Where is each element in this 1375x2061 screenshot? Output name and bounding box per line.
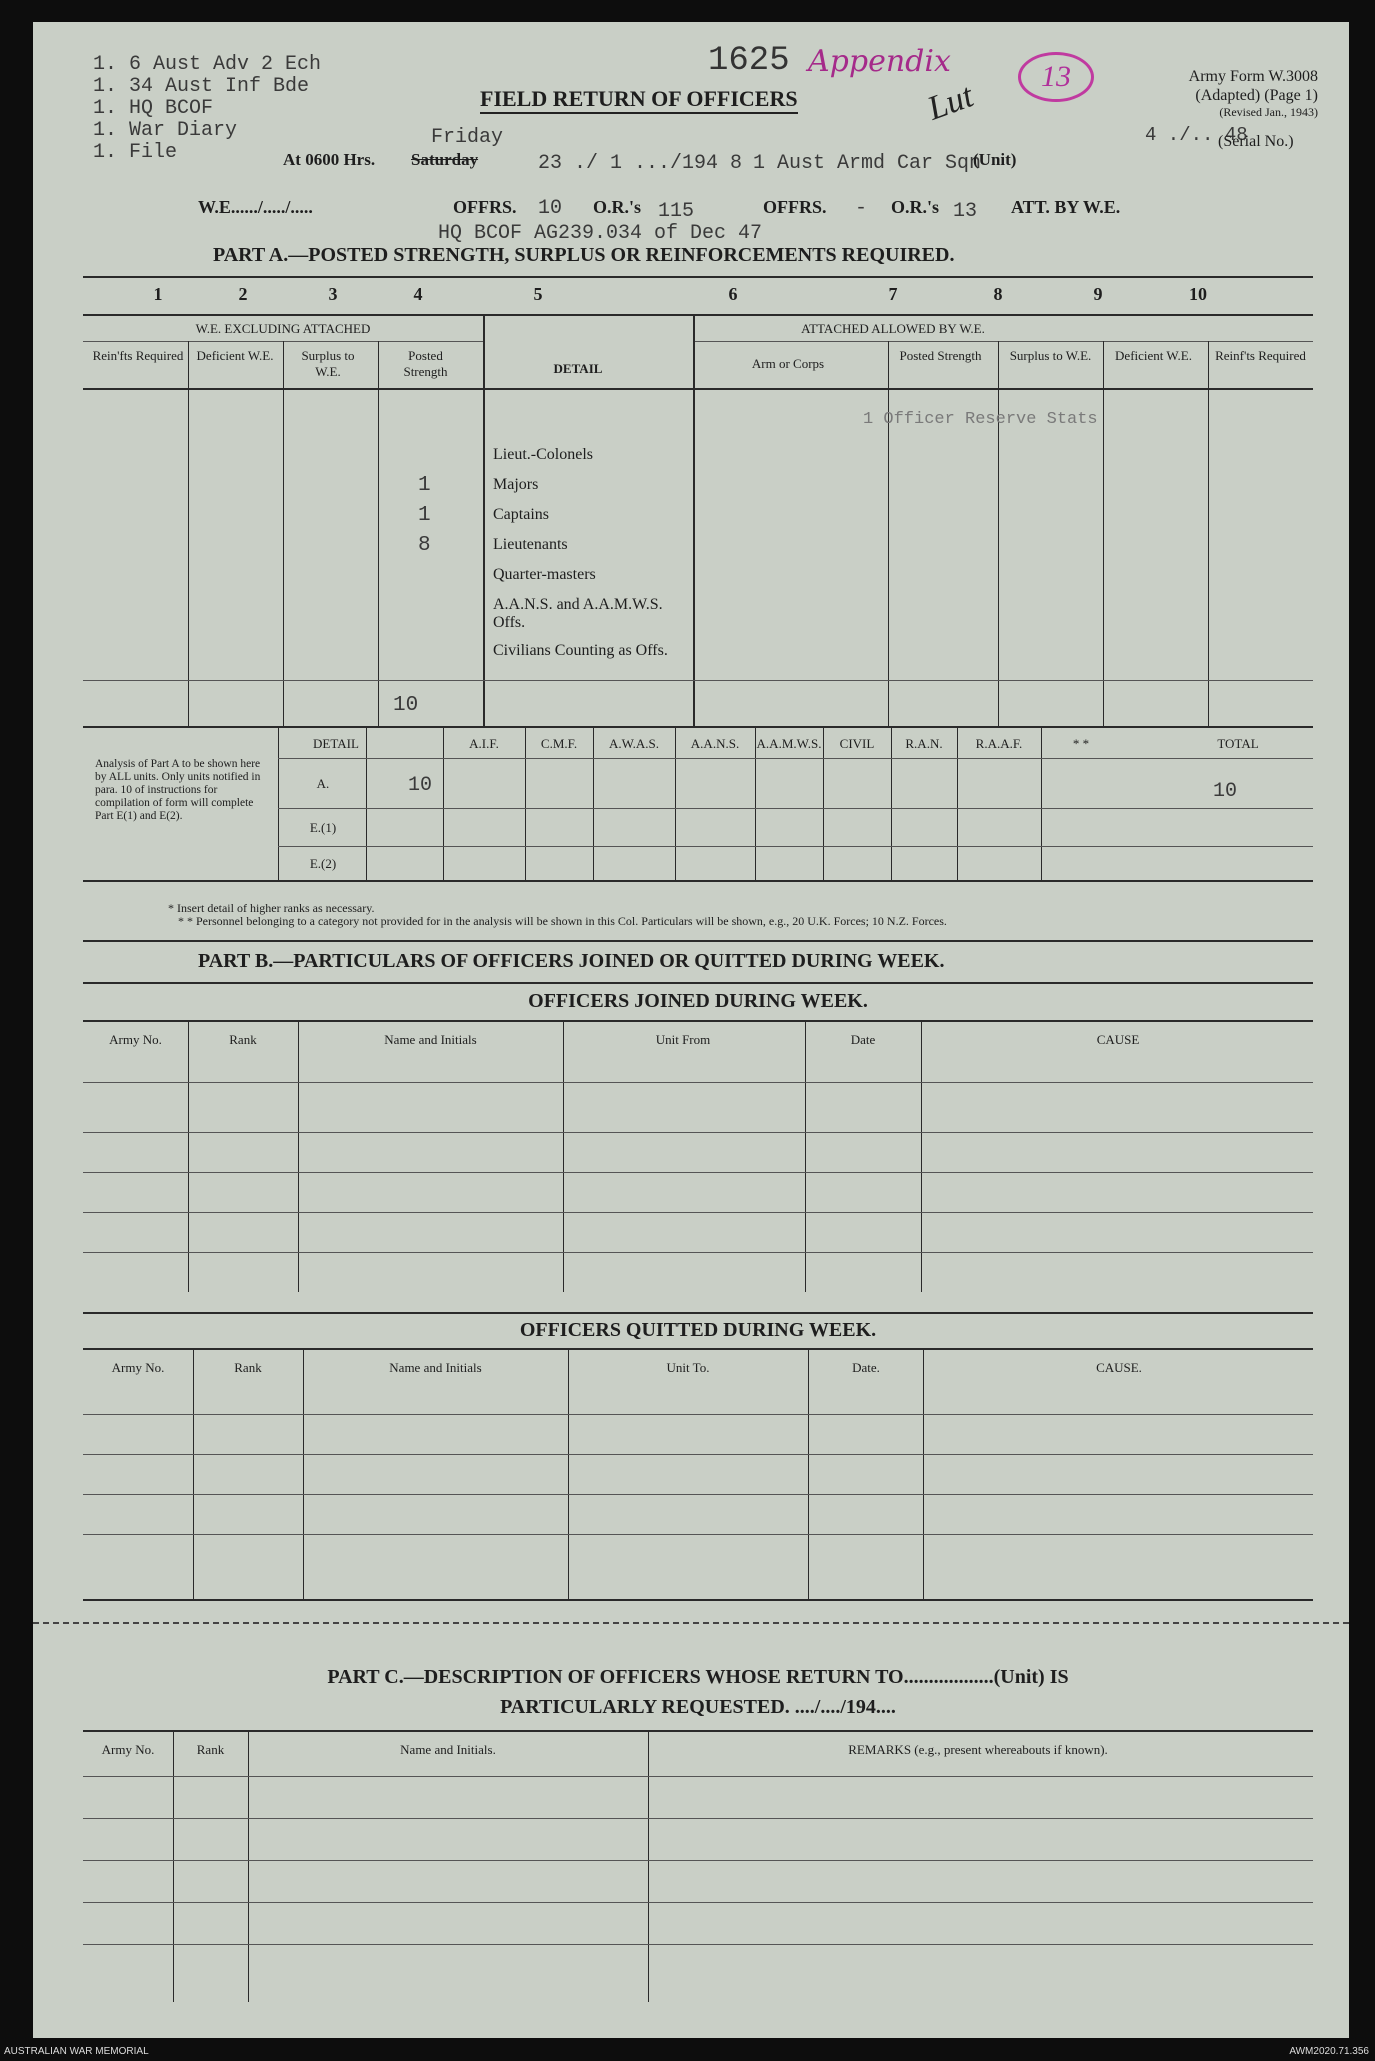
joined-col: Rank <box>229 1032 257 1047</box>
group-right-label: ATTACHED ALLOWED BY W.E. <box>801 321 985 336</box>
quitted-col: Rank <box>234 1360 262 1375</box>
rank-item: Captains <box>493 506 549 523</box>
col-number: 6 <box>728 284 738 304</box>
col-header: Deficient W.E. <box>196 348 274 363</box>
joined-col: Date <box>850 1032 876 1047</box>
part-c-col: Name and Initials. <box>400 1742 496 1757</box>
day-printed: Saturday <box>411 150 479 169</box>
joined-col: Army No. <box>109 1032 162 1047</box>
distribution-line: 1. HQ BCOF <box>93 97 214 120</box>
quitted-col: Army No. <box>111 1360 165 1375</box>
posted-value: 8 <box>418 534 431 557</box>
col-number: 10 <box>1189 284 1207 304</box>
time-label: At 0600 Hrs. <box>283 150 376 169</box>
footer-source: AUSTRALIAN WAR MEMORIAL <box>4 2046 149 2057</box>
rank-item: Civilians Counting as Offs. <box>493 642 668 659</box>
quitted-heading: OFFICERS QUITTED DURING WEEK. <box>519 1319 877 1341</box>
form-sheet <box>33 22 1349 2038</box>
part-b-heading: PART B.—PARTICULARS OF OFFICERS JOINED OR QUITTED DURING WEEK. <box>198 950 945 972</box>
rank-item: Quarter-masters <box>493 566 596 583</box>
analysis-a-total: 10 <box>1213 780 1238 803</box>
analysis-header: R.A.N. <box>905 736 943 751</box>
col-number: 4 <box>413 284 423 304</box>
posted-value <box>418 444 458 474</box>
authority-ref: HQ BCOF AG239.034 of Dec 47 <box>438 222 763 245</box>
analysis-a-value: 10 <box>408 774 433 797</box>
distribution-line: 1. 34 Aust Inf Bde <box>93 75 310 98</box>
unit-typed: 1 Aust Armd Car Sqn <box>753 152 982 175</box>
part-c-col: Rank <box>196 1742 225 1757</box>
offrs-label: OFFRS. <box>453 197 517 217</box>
quitted-col: Date. <box>852 1360 880 1375</box>
archive-footer <box>0 2043 1375 2061</box>
col-header-detail: DETAIL <box>553 361 603 376</box>
appendix-number-circle <box>1018 52 1094 102</box>
part-a-heading: PART A.—POSTED STRENGTH, SURPLUS OR REINFORCEMENTS REQUIRED. <box>213 244 955 266</box>
part-c-heading-line: PARTICULARLY REQUESTED. ..../..../194.... <box>500 1696 896 1718</box>
analysis-header: A.A.M.W.S. <box>756 736 822 751</box>
unit-label: (Unit) <box>973 150 1017 169</box>
analysis-header: C.M.F. <box>540 736 578 751</box>
adapted-label: (Adapted) (Page 1) <box>1195 87 1318 104</box>
analysis-header: A.A.N.S. <box>690 736 740 751</box>
offrs-value: 10 <box>538 197 563 220</box>
col-header: Posted Strength <box>899 348 982 363</box>
col-number: 2 <box>238 284 248 304</box>
analysis-header: TOTAL <box>1217 736 1259 751</box>
analysis-row-label: E.(1) <box>309 820 337 835</box>
tear-line <box>33 1622 1349 1624</box>
serial-label: (Serial No.) <box>1218 133 1294 150</box>
analysis-detail-label: DETAIL <box>313 736 359 751</box>
part-c-heading <box>83 1662 1313 1722</box>
footer-id: AWM2020.71.356 <box>1289 2046 1369 2057</box>
col-number: 8 <box>993 284 1003 304</box>
analysis-note: Analysis of Part A to be shown here by ALL units. Only units notified in para. 10 of instructions for compilation of form will complete Part E(1) and E(2). <box>95 758 261 822</box>
army-form-number: Army Form W.3008 <box>1188 68 1318 85</box>
day-typed: Friday <box>431 126 504 149</box>
appendix-number: 13 <box>1041 60 1071 93</box>
analysis-header: * * <box>1072 736 1090 751</box>
part-c-col: REMARKS (e.g., present whereabouts if known). <box>848 1742 1108 1757</box>
analysis-row-label: E.(2) <box>309 856 337 871</box>
rank-list <box>493 446 693 682</box>
distribution-line: 1. War Diary <box>93 119 238 142</box>
quitted-table <box>83 1350 1313 1600</box>
col-header: Posted Strength <box>403 348 448 379</box>
army-form-block <box>1093 67 1318 119</box>
posted-total: 10 <box>393 694 419 717</box>
att-label: ATT. BY W.E. <box>1011 197 1121 217</box>
col-header: Rein'fts Required <box>92 348 184 363</box>
joined-heading: OFFICERS JOINED DURING WEEK. <box>528 990 868 1012</box>
rank-item: A.A.N.S. and A.A.M.W.S. Offs. <box>493 596 663 631</box>
offrs2-label: OFFRS. <box>763 197 827 217</box>
attached-note: 1 Officer Reserve Stats <box>863 410 1098 429</box>
form-title: FIELD RETURN OF OFFICERS <box>480 86 798 114</box>
revised-label: (Revised Jan., 1943) <box>1219 105 1318 119</box>
we-line: W.E....../...../..... <box>198 197 313 217</box>
posted-value: 1 <box>418 504 431 527</box>
joined-col: Unit From <box>655 1032 711 1047</box>
col-number: 7 <box>888 284 898 304</box>
handwritten-appendix: Appendix <box>808 44 951 79</box>
analysis-header: R.A.A.F. <box>975 736 1023 751</box>
col-header: Surplus to W.E. <box>301 348 355 379</box>
col-number: 1 <box>153 284 163 304</box>
joined-table <box>83 1022 1313 1292</box>
col-number: 5 <box>533 284 543 304</box>
col-header: Arm or Corps <box>751 356 825 371</box>
analysis-footnotes <box>168 902 1318 928</box>
ors-value: 115 <box>658 200 695 223</box>
col-header: Reinf'ts Required <box>1215 348 1306 363</box>
offrs2-value: - <box>855 197 868 220</box>
part-a-table <box>83 316 1313 726</box>
quitted-col: Name and Initials <box>389 1360 482 1375</box>
distribution-list <box>93 54 321 164</box>
col-number: 3 <box>328 284 338 304</box>
posted-strength-list <box>418 444 458 564</box>
col-number: 9 <box>1093 284 1103 304</box>
col-header: Surplus to W.E. <box>1009 348 1092 363</box>
analysis-row-label: A. <box>316 776 330 791</box>
footnote: * * Personnel belonging to a category not provided for in the analysis will be shown in this Col. Particulars will be shown, e.g., 20 U.K. Forces; 10 N.Z. Forces. <box>178 914 947 928</box>
ors2-value: 13 <box>953 200 978 223</box>
ors-label: O.R.'s <box>593 197 642 217</box>
part-c-table <box>83 1732 1313 2002</box>
footnote: * Insert detail of higher ranks as necessary. <box>168 901 375 915</box>
col-header: Deficient W.E. <box>1115 348 1192 363</box>
rank-item: Majors <box>493 476 539 493</box>
quitted-col: Unit To. <box>666 1360 710 1375</box>
date-value: 23 ./ 1 .../194 8 <box>538 152 743 175</box>
distribution-line: 1. 6 Aust Adv 2 Ech <box>93 53 322 76</box>
signature: Lut <box>922 77 979 128</box>
part-c-heading-line: PART C.—DESCRIPTION OF OFFICERS WHOSE RETURN TO..................(Unit) IS <box>327 1666 1069 1688</box>
group-left-label: W.E. EXCLUDING ATTACHED <box>195 321 371 336</box>
rank-item: Lieut.-Colonels <box>493 446 593 463</box>
ors2-label: O.R.'s <box>891 197 940 217</box>
distribution-line: 1. File <box>93 141 178 164</box>
serial-value: 4 ./.. 48 <box>1145 124 1248 146</box>
analysis-header: A.I.F. <box>469 736 499 751</box>
reference-number: 1625 <box>708 42 790 80</box>
analysis-section <box>83 728 1313 880</box>
analysis-header: A.W.A.S. <box>608 736 660 751</box>
column-number-row <box>83 284 1313 308</box>
quitted-col: CAUSE. <box>1096 1360 1142 1375</box>
part-c-col: Army No. <box>101 1742 155 1757</box>
joined-col: CAUSE <box>1096 1032 1140 1047</box>
rank-item: Lieutenants <box>493 536 568 553</box>
posted-value: 1 <box>418 474 431 497</box>
joined-col: Name and Initials <box>384 1032 477 1047</box>
analysis-header: CIVIL <box>839 736 875 751</box>
